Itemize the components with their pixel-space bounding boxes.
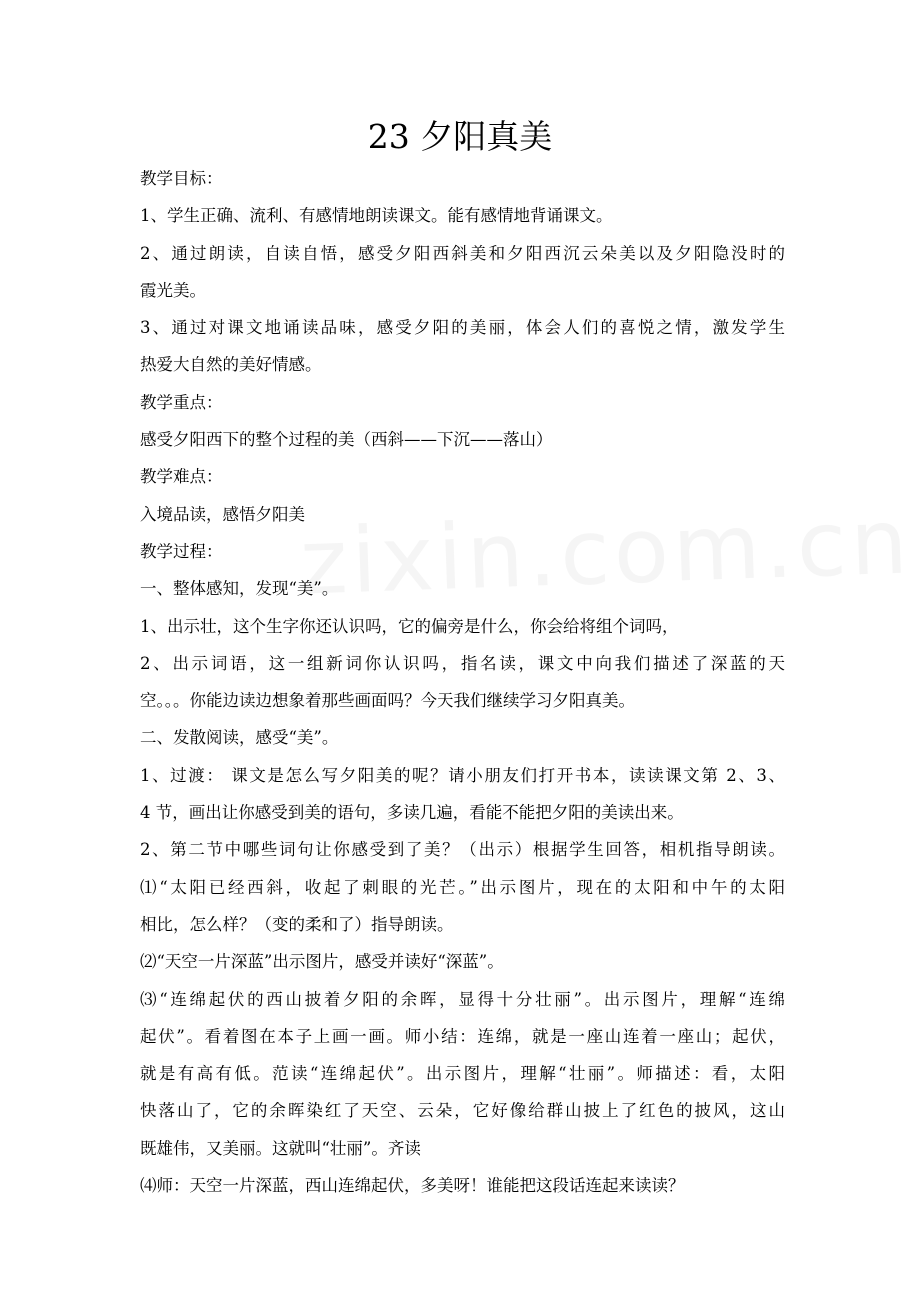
text-line: 既雄伟，又美丽。这就叫“壮丽”。齐读 (140, 1138, 421, 1158)
page-title: 23 夕阳真美 (367, 117, 553, 156)
text-line: 2、通过朗读，自读自悟，感受夕阳西斜美和夕阳西沉云朵美以及夕阳隐没时的 (140, 243, 785, 263)
text-line: 起伏”。看着图在本子上画一画。师小结：连绵，就是一座山连着一座山；起伏， (140, 1026, 785, 1046)
text-line: 空。。。你能边读边想象着那些画面吗？今天我们继续学习夕阳真美。 (140, 691, 635, 711)
text-line: 1、过渡： 课文是怎么写夕阳美的呢？请小朋友们打开书本，读读课文第 2、3、 (140, 765, 785, 785)
text-line: 二、发散阅读，感受“美”。 (140, 728, 339, 748)
text-line: 入境品读，感悟夕阳美 (140, 504, 305, 524)
text-line: 4 节，画出让你感受到美的语句，多读几遍，看能不能把夕阳的美读出来。 (140, 803, 684, 823)
text-line: 感受夕阳西下的整个过程的美（西斜——下沉——落山） (140, 430, 553, 450)
text-line: ⑷师：天空一片深蓝，西山连绵起伏，多美呀！谁能把这段话连起来读读？ (140, 1176, 685, 1196)
text-line: ⑶“连绵起伏的西山披着夕阳的余晖，显得十分壮丽”。出示图片，理解“连绵 (140, 989, 785, 1009)
document-body (140, 160, 785, 1204)
text-line: 相比，怎么样？（变的柔和了）指导朗读。 (140, 914, 454, 934)
text-line: ⑴“太阳已经西斜，收起了刺眼的光芒。”出示图片，现在的太阳和中午的太阳 (140, 877, 785, 897)
text-line: 霞光美。 (140, 280, 206, 300)
text-line: 1、出示壮，这个生字你还认识吗，它的偏旁是什么，你会给将组个词吗， (140, 616, 679, 636)
text-line: 教学重点： (140, 392, 223, 412)
text-line: 一、整体感知，发现“美”。 (140, 579, 339, 599)
text-line: 2、第二节中哪些词句让你感受到了美？（出示）根据学生回答，相机指导朗读。 (140, 840, 785, 860)
text-line: 教学过程： (140, 541, 223, 561)
text-line: 教学难点： (140, 467, 223, 487)
text-line: 热爱大自然的美好情感。 (140, 355, 322, 375)
text-line: ⑵“天空一片深蓝”出示图片，感受并读好“深蓝”。 (140, 952, 504, 972)
text-line: 1、学生正确、流利、有感情地朗读课文。能有感情地背诵课文。 (140, 206, 613, 226)
watermark: zixin.com.cn (298, 489, 914, 616)
text-line: 3、通过对课文地诵读品味，感受夕阳的美丽，体会人们的喜悦之情，激发学生 (140, 318, 785, 338)
text-line: 快落山了，它的余晖染红了天空、云朵，它好像给群山披上了红色的披风，这山 (140, 1101, 785, 1121)
text-line: 2、出示词语，这一组新词你认识吗，指名读，课文中向我们描述了深蓝的天 (140, 653, 785, 673)
text-line: 教学目标： (140, 169, 223, 188)
text-line: 就是有高有低。范读“连绵起伏”。出示图片，理解“壮丽”。师描述：看，太阳 (140, 1064, 785, 1084)
